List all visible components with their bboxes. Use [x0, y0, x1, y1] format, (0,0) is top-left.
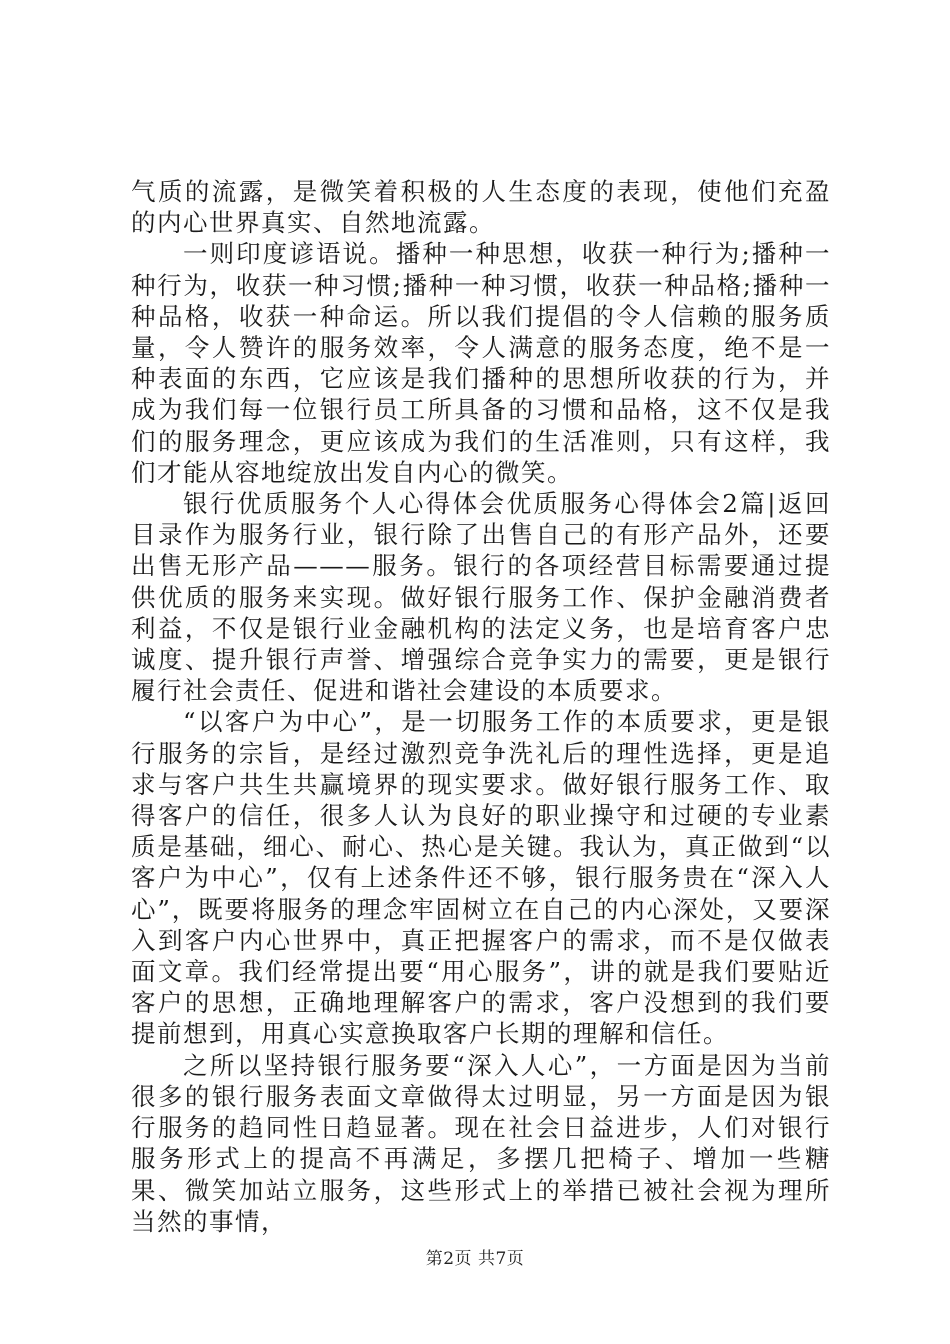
body-text [131, 176, 831, 1237]
paragraph-2: 一则印度谚语说。播种一种思想，收获一种行为;播种一种行为，收获一种习惯;播种一种习惯，收获一种品格;播种一种品格，收获一种命运。所以我们提倡的令人信赖的服务质量，令人赞许的服务效率，令人满意的服务态度，绝不是一种表面的东西，它应该是我们播种的思想所收获的行为，并成为我们每一位银行员工所具备的习惯和品格，这不仅是我们的服务理念，更应该成为我们的生活准则，只有这样，我们才能从容地绽放出发自内心的微笑。 [131, 239, 831, 487]
paragraph-4: “以客户为中心”，是一切服务工作的本质要求，更是银行服务的宗旨，是经过激烈竞争洗礼后的理性选择，更是追求与客户共生共赢境界的现实要求。做好银行服务工作、取得客户的信任，很多人认为良好的职业操守和过硬的专业素质是基础，细心、耐心、热心是关键。我认为，真正做到“以客户为中心”，仅有上述条件还不够，银行服务贵在“深入人心”，既要将服务的理念牢固树立在自己的内心深处，又要深入到客户内心世界中，真正把握客户的需求，而不是仅做表面文章。我们经常提出要“用心服务”，讲的就是我们要贴近客户的思想，正确地理解客户的需求，客户没想到的我们要提前想到，用真心实意换取客户长期的理解和信任。 [131, 707, 831, 1049]
paragraph-1: 气质的流露，是微笑着积极的人生态度的表现，使他们充盈的内心世界真实、自然地流露。 [131, 177, 831, 238]
paragraph-5: 之所以坚持银行服务要“深入人心”，一方面是因为当前很多的银行服务表面文章做得太过明显，另一方面是因为银行服务的趋同性日趋显著。现在社会日益进步，人们对银行服务形式上的提高不再满足，多摆几把椅子、增加一些糖果、微笑加站立服务，这些形式上的举措已被社会视为理所当然的事情， [131, 1050, 831, 1236]
page-number-footer: 第2页 共7页 [425, 1249, 525, 1269]
paragraph-3: 银行优质服务个人心得体会优质服务心得体会2篇|返回目录作为服务行业，银行除了出售自己的有形产品外，还要出售无形产品———服务。银行的各项经营目标需要通过提供优质的服务来实现。做好银行服务工作、保护金融消费者利益，不仅是银行业金融机构的法定义务，也是培育客户忠诚度、提升银行声誉、增强综合竞争实力的需要，更是银行履行社会责任、促进和谐社会建设的本质要求。 [131, 489, 831, 706]
